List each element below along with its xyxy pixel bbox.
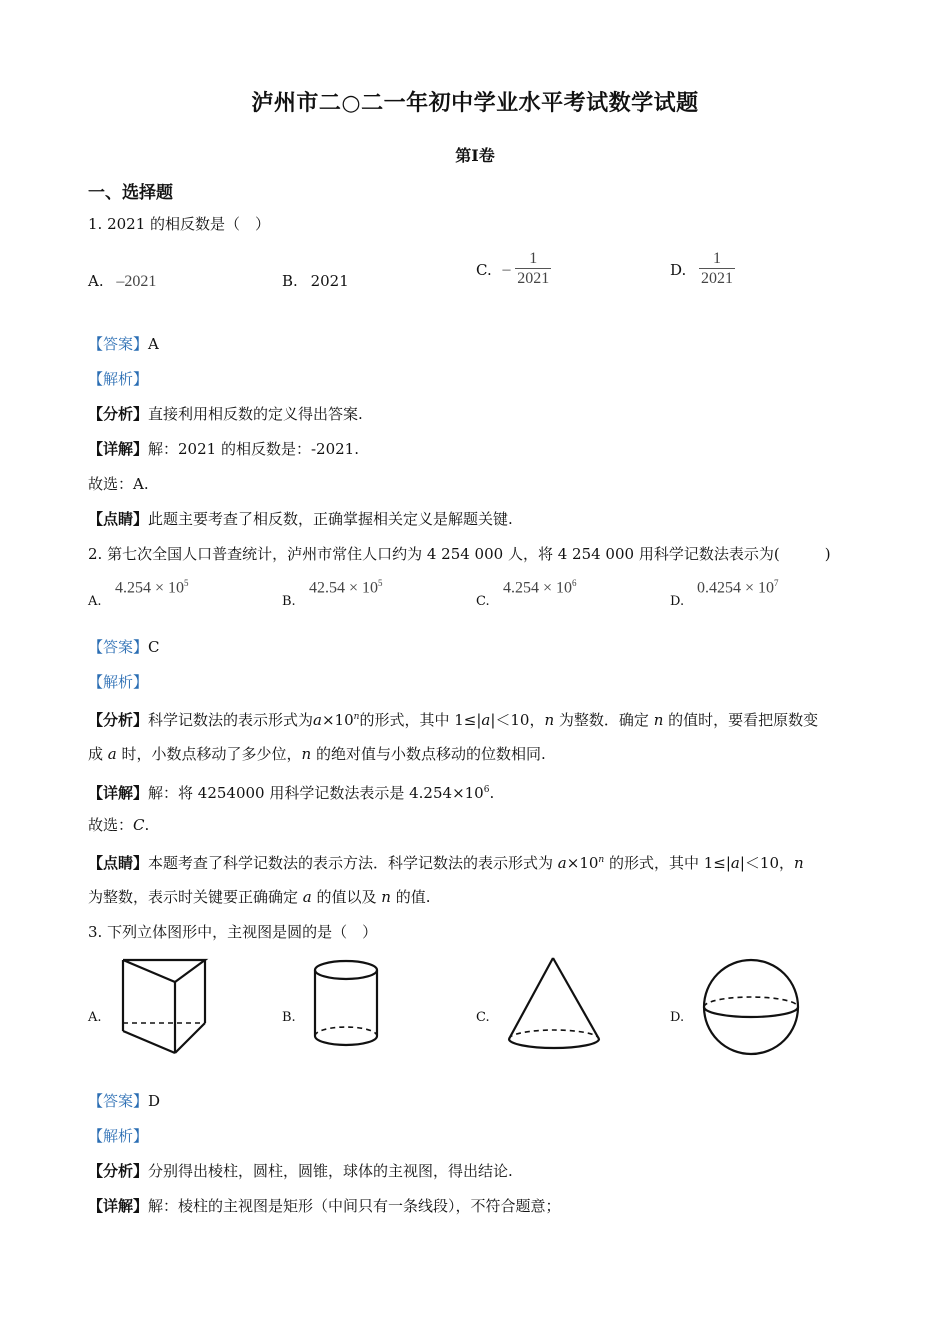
q2-guxuan <box>88 814 149 836</box>
var-a: a <box>107 745 117 763</box>
q2-option-b-label: B. <box>282 594 296 609</box>
q2-option-a-base: 4.254 × 10 <box>115 579 185 597</box>
var-n: n <box>653 711 664 729</box>
q2-fenxi-text: 科学记数法的表示形式为 <box>148 711 314 729</box>
q2-option-d-exp: 7 <box>774 578 779 588</box>
q2-option-c-exp: 6 <box>572 578 577 588</box>
q1-fenxi <box>88 403 363 425</box>
q1-option-c-sign: – <box>502 260 511 278</box>
q2-fenxi-line1 <box>88 706 818 731</box>
q3-xiangjie-tag: 【详解】 <box>88 1197 149 1215</box>
var-a: a <box>730 854 740 872</box>
q2-dianjing-text: 的值以及 <box>311 888 382 906</box>
q3-option-c-label: C. <box>476 1010 490 1025</box>
q1-xiangjie <box>88 438 359 460</box>
q2-option-c-base: 4.254 × 10 <box>503 579 573 597</box>
var-a: a <box>557 854 567 872</box>
q2-xiangjie-exp: 6 <box>483 785 490 795</box>
q2-fenxi-text: ×10 <box>321 711 354 729</box>
q2-option-c-value <box>503 578 577 597</box>
q2-dianjing-text: ×10 <box>566 854 599 872</box>
q1-dianjing-tag: 【点睛】 <box>88 510 149 528</box>
q1-option-b <box>282 272 349 290</box>
var-n: n <box>794 854 804 872</box>
q3-answer-value: D <box>148 1092 161 1110</box>
q2-option-b-base: 42.54 × 10 <box>309 579 379 597</box>
q1-option-b-value: 2021 <box>310 272 349 290</box>
q1-answer-value: A <box>148 335 159 353</box>
q2-dianjing-text: 的形式，其中 1≤| <box>604 854 731 872</box>
q1-xiangjie-tag: 【详解】 <box>88 440 149 458</box>
q3-fenxi <box>88 1160 513 1182</box>
var-n: n <box>381 888 391 906</box>
q2-stem: 2. 第七次全国人口普查统计，泸州市常住人口约为 4 254 000 人，将 4 254 000 用科学记数法表示为( ) <box>88 545 831 563</box>
q2-option-b-exp: 5 <box>378 578 383 588</box>
q1-option-c-label: C. <box>476 260 492 279</box>
q2-analysis-tag: 【解析】 <box>88 673 149 691</box>
q2-fenxi-text: 的值时，要看把原数变 <box>663 711 819 729</box>
q1-option-d-denominator: 2021 <box>701 270 734 287</box>
q2-answer-value: C <box>148 638 160 656</box>
q3-xiangjie-text: 解：棱柱的主视图是矩形（中间只有一条线段），不符合题意； <box>148 1197 561 1215</box>
q2-fenxi-text: 时，小数点移动了多少位， <box>116 745 302 763</box>
q3-fenxi-tag: 【分析】 <box>88 1162 149 1180</box>
q1-answer <box>88 333 159 355</box>
q2-fenxi-tag: 【分析】 <box>88 711 149 729</box>
triangular-prism-figure <box>118 955 210 1055</box>
q3-option-d-label: D. <box>670 1010 685 1025</box>
q2-xiangjie-text: 解：将 4254000 用科学记数法表示是 4.254×10 <box>148 784 484 802</box>
q2-guxuan-end: . <box>144 816 150 834</box>
q3-option-a-label: A. <box>88 1010 102 1025</box>
var-n: n <box>598 855 605 865</box>
q1-dianjing <box>88 508 513 530</box>
q1-option-c-denominator: 2021 <box>517 270 550 287</box>
q3-answer <box>88 1090 160 1112</box>
q1-option-a-label: A. <box>88 272 104 290</box>
q1-option-d-label: D. <box>670 260 687 279</box>
q2-dianjing-text: |＜10， <box>739 854 795 872</box>
q1-option-a-value: –2021 <box>116 273 157 290</box>
var-n: n <box>544 711 555 729</box>
q1-fenxi-text: 直接利用相反数的定义得出答案. <box>148 405 363 423</box>
q2-option-d-base: 0.4254 × 10 <box>697 579 775 597</box>
q2-option-d-value <box>697 578 779 597</box>
q2-option-d-label: D. <box>670 594 685 609</box>
volume-heading: 第Ⅰ卷 <box>455 146 495 165</box>
q1-fenxi-tag: 【分析】 <box>88 405 149 423</box>
q2-dianjing-line2 <box>88 886 431 908</box>
q1-dianjing-text: 此题主要考查了相反数，正确掌握相关定义是解题关键. <box>148 510 513 528</box>
q1-option-b-label: B. <box>282 272 298 290</box>
q1-option-c-numerator: 1 <box>529 250 538 267</box>
cylinder-figure <box>311 958 381 1050</box>
q2-dianjing-text: 本题考查了科学记数法的表示方法．科学记数法的表示形式为 <box>148 854 558 872</box>
q2-dianjing-line1 <box>88 849 804 874</box>
q3-analysis-tag: 【解析】 <box>88 1127 149 1145</box>
var-a: a <box>302 888 312 906</box>
q1-stem: 1. 2021 的相反数是（ ） <box>88 215 271 233</box>
q2-fenxi-text: 的形式，其中 1≤| <box>359 711 482 729</box>
q2-option-b-value <box>309 578 383 597</box>
q2-guxuan-text: 故选： <box>88 816 134 834</box>
q2-fenxi-text: 为整数．确定 <box>554 711 654 729</box>
q2-fenxi-text: |＜10， <box>490 711 545 729</box>
q2-xiangjie <box>88 779 494 804</box>
q2-dianjing-tag: 【点睛】 <box>88 854 149 872</box>
q2-option-a-label: A. <box>88 594 102 609</box>
q1-option-c-fraction <box>515 250 551 289</box>
q1-option-d <box>670 250 735 289</box>
q2-fenxi-text: 的绝对值与小数点移动的位数相同. <box>311 745 546 763</box>
q3-fenxi-text: 分别得出棱柱，圆柱，圆锥，球体的主视图，得出结论. <box>148 1162 513 1180</box>
q2-fenxi-line2 <box>88 743 546 765</box>
q1-option-c <box>476 250 551 289</box>
q1-analysis-tag: 【解析】 <box>88 370 149 388</box>
q1-option-a <box>88 272 156 291</box>
var-a: a <box>313 711 322 729</box>
cone-figure <box>505 955 603 1055</box>
q2-option-a-value <box>115 578 189 597</box>
var-n: n <box>353 712 360 722</box>
var-n: n <box>301 745 312 763</box>
q2-xiangjie-tag: 【详解】 <box>88 784 149 802</box>
q3-stem: 3. 下列立体图形中，主视图是圆的是（ ） <box>88 923 378 941</box>
q2-option-a-exp: 5 <box>184 578 189 588</box>
q2-answer <box>88 636 160 658</box>
section-heading: 一、选择题 <box>88 183 173 203</box>
q3-answer-tag: 【答案】 <box>88 1092 149 1110</box>
q2-fenxi-text: 成 <box>88 745 108 763</box>
q1-option-d-fraction <box>699 250 735 289</box>
q1-xiangjie-text: 解：2021 的相反数是：-2021. <box>148 440 359 458</box>
q2-guxuan-choice: C <box>133 816 145 834</box>
q2-dianjing-text: 的值. <box>390 888 431 906</box>
q3-option-b-label: B. <box>282 1010 296 1025</box>
sphere-figure <box>700 957 802 1057</box>
q2-answer-tag: 【答案】 <box>88 638 149 656</box>
q1-option-d-numerator: 1 <box>713 250 722 267</box>
q3-xiangjie <box>88 1195 561 1217</box>
var-a: a <box>481 711 491 729</box>
page-title: 泸州市二○二一年初中学业水平考试数学试题 <box>251 90 699 116</box>
q2-option-c-label: C. <box>476 594 490 609</box>
q2-xiangjie-end: . <box>489 784 495 802</box>
q2-dianjing-text: 为整数，表示时关键要正确确定 <box>88 888 303 906</box>
q1-answer-tag: 【答案】 <box>88 335 149 353</box>
q1-guxuan: 故选：A. <box>88 475 149 493</box>
